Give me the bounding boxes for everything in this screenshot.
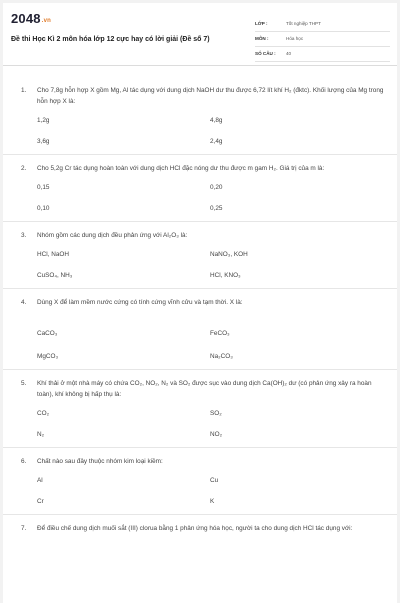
answer-options <box>21 251 385 279</box>
answer-options <box>21 184 385 212</box>
meta-value: Tốt nghiệp THPT <box>286 21 321 26</box>
question-list <box>3 77 397 543</box>
answer-option[interactable]: 0,15 <box>37 184 50 191</box>
question-text: Nhóm gồm các dung dịch đều phản ứng với Al₂O₃ là: <box>37 232 188 239</box>
question-5 <box>3 370 397 448</box>
question-text: Cho 5,2g Cr tác dụng hoàn toàn với dung dịch HCl đặc nóng dư thu được m gam H₂. Giá trị của m là: <box>37 165 325 172</box>
question-text: Khí thải ở một nhà máy có chứa CO₂, NO₂, N₂ và SO₂ được sục vào dung dịch Ca(OH)₂ dư (có phản ứng xảy ra hoàn toàn), khí không bị hấp thụ là: <box>37 380 372 398</box>
header-divider <box>3 65 397 66</box>
answer-option[interactable]: 0,10 <box>37 205 50 212</box>
answer-option[interactable]: SO₂ <box>210 410 222 417</box>
logo-sub: .vn <box>41 18 52 24</box>
answer-option[interactable]: MgCO₃ <box>37 353 59 360</box>
answer-option[interactable]: HCl, NaOH <box>37 251 69 258</box>
meta-value: Hóa học <box>286 36 304 41</box>
answer-option[interactable]: CO₂ <box>37 410 50 417</box>
question-stem <box>21 523 385 534</box>
question-text: Để điều chế dung dịch muối sắt (III) clorua bằng 1 phản ứng hóa học, người ta cho dung dịch HCl tác dụng với: <box>37 525 353 532</box>
answer-option[interactable]: 0,20 <box>210 184 223 191</box>
document-header <box>3 3 397 65</box>
question-number: 7. <box>21 525 27 532</box>
question-text: Dùng X để làm mềm nước cứng có tính cứng vĩnh cửu và tạm thời. X là: <box>37 299 243 306</box>
meta-value: 40 <box>286 51 292 56</box>
meta-label: LỚP : <box>255 21 268 26</box>
answer-option[interactable]: NO₂ <box>210 431 223 438</box>
meta-row-count <box>255 47 390 62</box>
question-2 <box>3 155 397 222</box>
answer-option[interactable]: HCl, KNO₃ <box>210 272 241 279</box>
meta-row-subject <box>255 32 390 47</box>
question-number: 2. <box>21 165 27 172</box>
meta-table <box>255 17 390 62</box>
question-text: Chất nào sau đây thuộc nhóm kim loại kiềm: <box>37 458 163 465</box>
question-number: 1. <box>21 87 27 94</box>
logo-main: 2048 <box>11 11 41 26</box>
answer-option[interactable]: 3,6g <box>37 138 50 145</box>
question-stem <box>21 230 385 241</box>
question-1 <box>3 77 397 155</box>
answer-option[interactable]: Cr <box>37 498 44 505</box>
meta-row-class <box>255 17 390 32</box>
answer-options <box>21 477 385 505</box>
question-stem <box>21 378 385 400</box>
question-stem <box>21 85 385 107</box>
meta-label: SỐ CÂU : <box>255 51 276 56</box>
document-title: Đề thi Học Kì 2 môn hóa lớp 12 cực hay có lời giải (Đề số 7) <box>11 36 210 43</box>
question-6 <box>3 448 397 515</box>
answer-option[interactable]: CuSO₄, NH₃ <box>37 272 73 279</box>
answer-option[interactable]: 2,4g <box>210 138 223 145</box>
answer-option[interactable]: 1,2g <box>37 117 50 124</box>
question-stem <box>21 456 385 467</box>
question-3 <box>3 222 397 289</box>
answer-option[interactable]: K <box>210 498 215 505</box>
answer-option[interactable]: Cu <box>210 477 219 484</box>
document-page <box>3 3 397 603</box>
answer-option[interactable]: 4,8g <box>210 117 223 124</box>
answer-option[interactable]: Na₂CO₃ <box>210 353 233 360</box>
answer-option[interactable]: CaCO₃ <box>37 330 58 337</box>
question-number: 4. <box>21 299 27 306</box>
question-text: Cho 7,8g hỗn hợp X gồm Mg, Al tác dụng với dung dịch NaOH dư thu được 6,72 lít khí H₂ (đktc). Khối lượng của Mg trong hỗn hợp X là: <box>37 87 384 105</box>
answer-option[interactable]: 0,25 <box>210 205 223 212</box>
answer-option[interactable]: Al <box>37 477 43 484</box>
question-number: 6. <box>21 458 27 465</box>
question-7 <box>3 515 397 543</box>
question-stem <box>21 163 385 174</box>
question-number: 3. <box>21 232 27 239</box>
answer-options <box>21 410 385 438</box>
answer-option[interactable]: FeCO₃ <box>210 330 230 337</box>
answer-option[interactable]: N₂ <box>37 431 45 438</box>
question-4 <box>3 289 397 370</box>
answer-options <box>21 330 385 360</box>
question-number: 5. <box>21 380 27 387</box>
site-logo[interactable] <box>11 11 51 26</box>
meta-label: MÔN : <box>255 36 269 41</box>
answer-options <box>21 117 385 145</box>
question-stem <box>21 297 385 308</box>
answer-option[interactable]: NaNO₃, KOH <box>210 251 248 258</box>
